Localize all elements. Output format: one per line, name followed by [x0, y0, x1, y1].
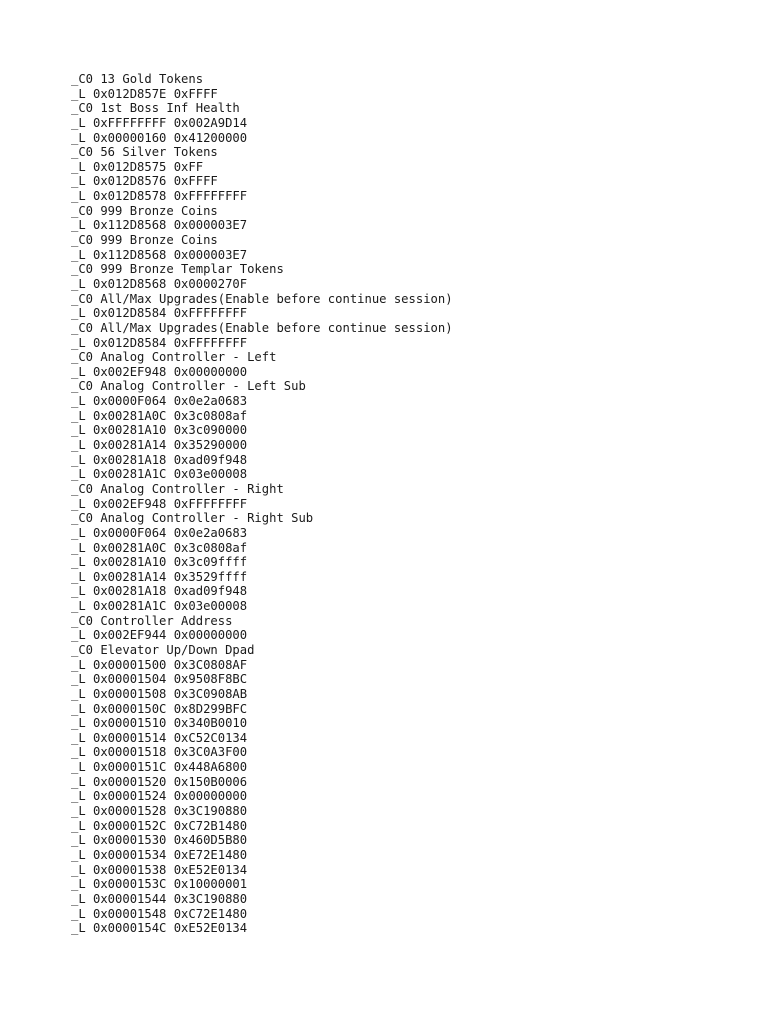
code-label-line: _C0 999 Bronze Coins	[71, 203, 218, 218]
code-value-line: _L 0x0000153C 0x10000001	[71, 877, 248, 892]
code-value-line: _L 0x00281A14 0x35290000	[71, 438, 248, 453]
code-value-line: _L 0x00281A1C 0x03e00008	[71, 599, 248, 614]
code-value-line: _L 0x00001534 0xE72E1480	[71, 847, 248, 862]
code-value-line: _L 0x00001524 0x00000000	[71, 789, 248, 804]
code-label-line: _C0 Analog Controller - Left	[71, 350, 277, 365]
code-value-line: _L 0x00001538 0xE52E0134	[71, 862, 248, 877]
code-label-line: _C0 Analog Controller - Left Sub	[71, 379, 306, 394]
code-value-line: _L 0x00281A10 0x3c09ffff	[71, 555, 248, 570]
code-value-line: _L 0x012D8584 0xFFFFFFFF	[71, 306, 248, 321]
code-value-line: _L 0x002EF948 0x00000000	[71, 364, 248, 379]
code-value-line: _L 0x002EF948 0xFFFFFFFF	[71, 496, 248, 511]
code-value-line: _L 0x012D8578 0xFFFFFFFF	[71, 189, 248, 204]
code-value-line: _L 0x00001514 0xC52C0134	[71, 730, 248, 745]
code-value-line: _L 0x00001528 0x3C190880	[71, 804, 248, 819]
code-value-line: _L 0x0000F064 0x0e2a0683	[71, 394, 248, 409]
code-label-line: _C0 999 Bronze Templar Tokens	[71, 262, 284, 277]
code-label-line: _C0 13 Gold Tokens	[71, 72, 204, 86]
code-label-line: _C0 Analog Controller - Right	[71, 481, 284, 496]
code-value-line: _L 0x00001508 0x3C0908AB	[71, 686, 248, 701]
code-label-line: _C0 Elevator Up/Down Dpad	[71, 642, 255, 657]
code-value-line: _L 0x0000F064 0x0e2a0683	[71, 525, 248, 540]
code-value-line: _L 0x00001544 0x3C190880	[71, 891, 248, 906]
code-label-line: _C0 999 Bronze Coins	[71, 233, 218, 248]
code-value-line: _L 0x00281A10 0x3c090000	[71, 423, 248, 438]
code-value-line: _L 0x002EF944 0x00000000	[71, 628, 248, 643]
code-value-line: _L 0x00001530 0x460D5B80	[71, 833, 248, 848]
code-value-line: _L 0x0000150C 0x8D299BFC	[71, 701, 248, 716]
code-value-line: _L 0x00281A18 0xad09f948	[71, 452, 248, 467]
code-value-line: _L 0x00281A0C 0x3c0808af	[71, 540, 248, 555]
code-label-line: _C0 All/Max Upgrades(Enable before continue session)	[71, 320, 453, 335]
code-label-line: _C0 All/Max Upgrades(Enable before continue session)	[71, 291, 453, 306]
code-value-line: _L 0x00281A18 0xad09f948	[71, 584, 248, 599]
cheat-code-listing	[71, 72, 453, 936]
code-value-line: _L 0x012D857E 0xFFFF	[71, 86, 218, 101]
code-value-line: _L 0x112D8568 0x000003E7	[71, 218, 248, 233]
code-value-line: _L 0x112D8568 0x000003E7	[71, 247, 248, 262]
code-value-line: _L 0x012D8568 0x0000270F	[71, 276, 248, 291]
code-value-line: _L 0x012D8584 0xFFFFFFFF	[71, 335, 248, 350]
code-value-line: _L 0x00001510 0x340B0010	[71, 716, 248, 731]
code-value-line: _L 0xFFFFFFFF 0x002A9D14	[71, 115, 248, 130]
code-value-line: _L 0x00000160 0x41200000	[71, 130, 248, 145]
code-label-line: _C0 Analog Controller - Right Sub	[71, 511, 314, 526]
code-value-line: _L 0x00001518 0x3C0A3F00	[71, 745, 248, 760]
code-label-line: _C0 Controller Address	[71, 613, 233, 628]
code-value-line: _L 0x00281A0C 0x3c0808af	[71, 408, 248, 423]
code-label-line: _C0 56 Silver Tokens	[71, 145, 218, 160]
code-value-line: _L 0x0000152C 0xC72B1480	[71, 818, 248, 833]
code-value-line: _L 0x012D8576 0xFFFF	[71, 174, 218, 189]
code-value-line: _L 0x00001548 0xC72E1480	[71, 906, 248, 921]
code-value-line: _L 0x0000154C 0xE52E0134	[71, 921, 248, 936]
code-value-line: _L 0x012D8575 0xFF	[71, 159, 204, 174]
code-value-line: _L 0x00001504 0x9508F8BC	[71, 672, 248, 687]
code-value-line: _L 0x00001500 0x3C0808AF	[71, 657, 248, 672]
code-value-line: _L 0x00001520 0x150B0006	[71, 774, 248, 789]
code-value-line: _L 0x00281A1C 0x03e00008	[71, 467, 248, 482]
code-value-line: _L 0x0000151C 0x448A6800	[71, 760, 248, 775]
code-value-line: _L 0x00281A14 0x3529ffff	[71, 569, 248, 584]
code-label-line: _C0 1st Boss Inf Health	[71, 101, 240, 116]
